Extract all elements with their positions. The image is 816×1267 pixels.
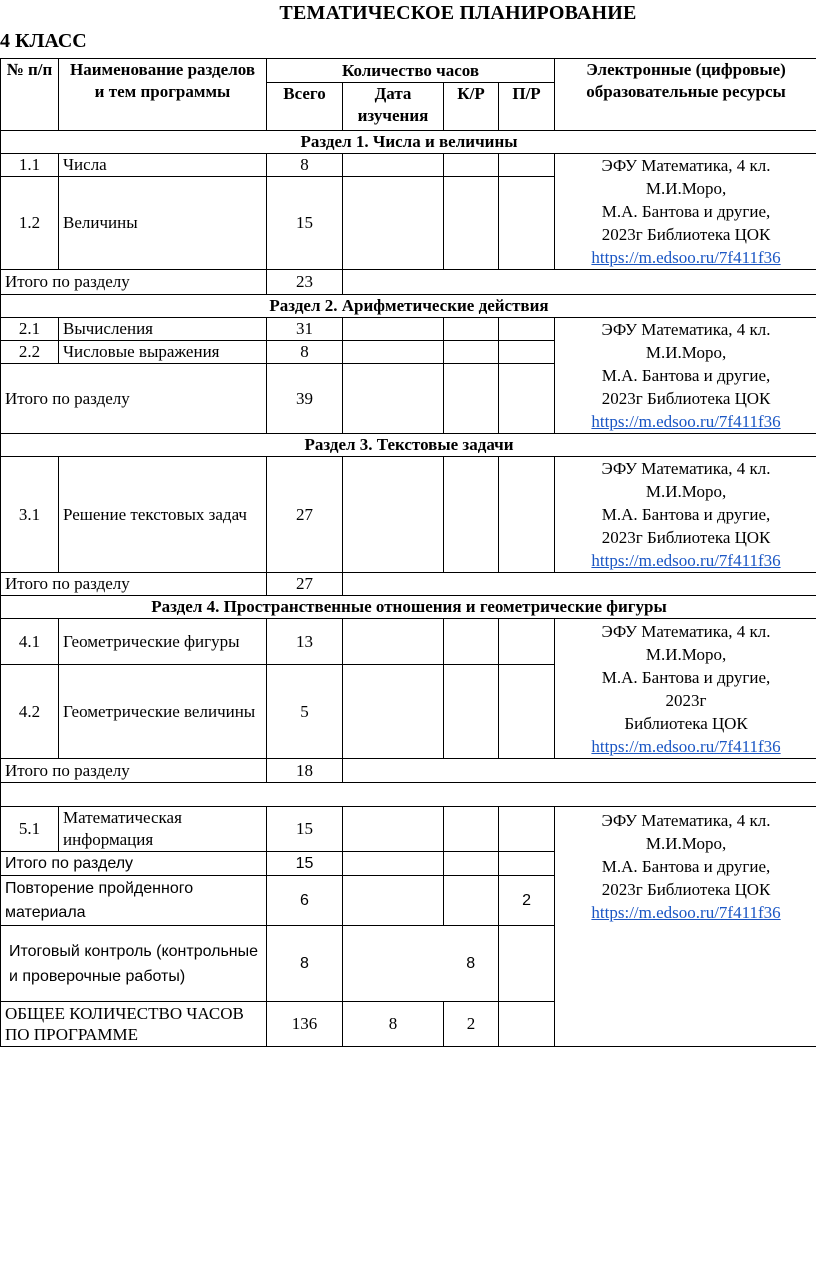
table-row <box>1 457 816 573</box>
page-title: ТЕМАТИЧЕСКОЕ ПЛАНИРОВАНИЕ <box>279 2 637 24</box>
row-total: 8 <box>267 154 343 177</box>
row-num: 1.2 <box>1 177 59 270</box>
row-total: 15 <box>267 177 343 270</box>
header-date: Дата изучения <box>343 83 444 131</box>
header-name: Наименование разделов и тем программы <box>59 59 267 131</box>
grade-heading: 4 КЛАСС <box>0 30 87 52</box>
row-total: 5 <box>267 665 343 759</box>
subtotal-label: Итого по разделу <box>1 270 267 295</box>
section-title: Раздел 1. Числа и величины <box>1 131 816 154</box>
final-control-name: Итоговый контроль (контрольные и проверочные работы) <box>1 926 267 1002</box>
row-name: Числовые выражения <box>59 341 267 364</box>
header-num: № п/п <box>1 59 59 131</box>
resource-cell: ЭФУ Математика, 4 кл. М.И.Моро, М.А. Бантова и другие, 2023г Библиотека ЦОК https://m.edsoo.ru/7f411f36 <box>555 318 816 434</box>
planning-table <box>0 58 816 1047</box>
grand-total-kr: 2 <box>444 1002 499 1047</box>
header-hours: Количество часов <box>267 59 555 83</box>
resource-link[interactable]: https://m.edsoo.ru/7f411f36 <box>591 551 781 570</box>
resource-link[interactable]: https://m.edsoo.ru/7f411f36 <box>591 412 781 431</box>
row-num: 2.1 <box>1 318 59 341</box>
subtotal-row <box>1 270 816 295</box>
row-name: Решение текстовых задач <box>59 457 267 573</box>
row-name: Геометрические величины <box>59 665 267 759</box>
table-row <box>1 619 816 665</box>
header-total: Всего <box>267 83 343 131</box>
grand-total-name: ОБЩЕЕ КОЛИЧЕСТВО ЧАСОВ ПО ПРОГРАММЕ <box>1 1002 267 1047</box>
review-total: 6 <box>267 876 343 926</box>
row-total: 13 <box>267 619 343 665</box>
resource-link[interactable]: https://m.edsoo.ru/7f411f36 <box>591 903 781 922</box>
row-total: 8 <box>267 341 343 364</box>
subtotal-value: 39 <box>267 364 343 434</box>
grand-total-value: 136 <box>267 1002 343 1047</box>
header-resources: Электронные (цифровые) образовательные ресурсы <box>555 59 816 131</box>
resource-link[interactable]: https://m.edsoo.ru/7f411f36 <box>591 248 781 267</box>
subtotal-row <box>1 573 816 596</box>
final-control-kr: 8 <box>444 926 499 1002</box>
table-row <box>1 318 816 341</box>
subtotal-row <box>1 759 816 783</box>
row-num: 2.2 <box>1 341 59 364</box>
subtotal-value: 23 <box>267 270 343 295</box>
subtotal-label: Итого по разделу <box>1 364 267 434</box>
row-name: Вычисления <box>59 318 267 341</box>
table-row <box>1 807 816 852</box>
subtotal-value: 18 <box>267 759 343 783</box>
row-total: 31 <box>267 318 343 341</box>
subtotal-label: Итого по разделу <box>1 759 267 783</box>
table-row <box>1 154 816 177</box>
review-name: Повторение пройденного материала <box>1 876 267 926</box>
header-pr: П/Р <box>499 83 555 131</box>
row-total: 15 <box>267 807 343 852</box>
row-name: Математическая информация <box>59 807 267 852</box>
final-control-total: 8 <box>267 926 343 1002</box>
subtotal-value: 27 <box>267 573 343 596</box>
row-total: 27 <box>267 457 343 573</box>
subtotal-label: Итого по разделу <box>1 573 267 596</box>
header-kr: К/Р <box>444 83 499 131</box>
row-name: Величины <box>59 177 267 270</box>
row-num: 4.2 <box>1 665 59 759</box>
resource-link[interactable]: https://m.edsoo.ru/7f411f36 <box>591 736 781 756</box>
section-title: Раздел 4. Пространственные отношения и геометрические фигуры <box>1 596 816 619</box>
review-pr: 2 <box>499 876 555 926</box>
grand-total-date: 8 <box>343 1002 444 1047</box>
row-num: 3.1 <box>1 457 59 573</box>
section-title <box>1 783 816 807</box>
row-num: 4.1 <box>1 619 59 665</box>
resource-cell: ЭФУ Математика, 4 кл. М.И.Моро, М.А. Бантова и другие, 2023г Библиотека ЦОК https://m.edsoo.ru/7f411f36 <box>555 457 816 573</box>
row-name: Геометрические фигуры <box>59 619 267 665</box>
row-num: 5.1 <box>1 807 59 852</box>
resource-cell: ЭФУ Математика, 4 кл. М.И.Моро, М.А. Бантова и другие, 2023г Библиотека ЦОК https://m.edsoo.ru/7f411f36 <box>555 807 816 1047</box>
row-name: Числа <box>59 154 267 177</box>
section-title: Раздел 2. Арифметические действия <box>1 295 816 318</box>
subtotal-value: 15 <box>267 852 343 876</box>
subtotal-label: Итого по разделу <box>1 852 267 876</box>
row-num: 1.1 <box>1 154 59 177</box>
section-title: Раздел 3. Текстовые задачи <box>1 434 816 457</box>
resource-cell: ЭФУ Математика, 4 кл. М.И.Моро, М.А. Бантова и другие, 2023г Библиотека ЦОК https://m.edsoo.ru/7f411f36 <box>555 154 816 270</box>
resource-cell: ЭФУ Математика, 4 кл. М.И.Моро, М.А. Бантова и другие, 2023г Библиотека ЦОК https://m.edsoo.ru/7f411f36 <box>555 619 816 759</box>
